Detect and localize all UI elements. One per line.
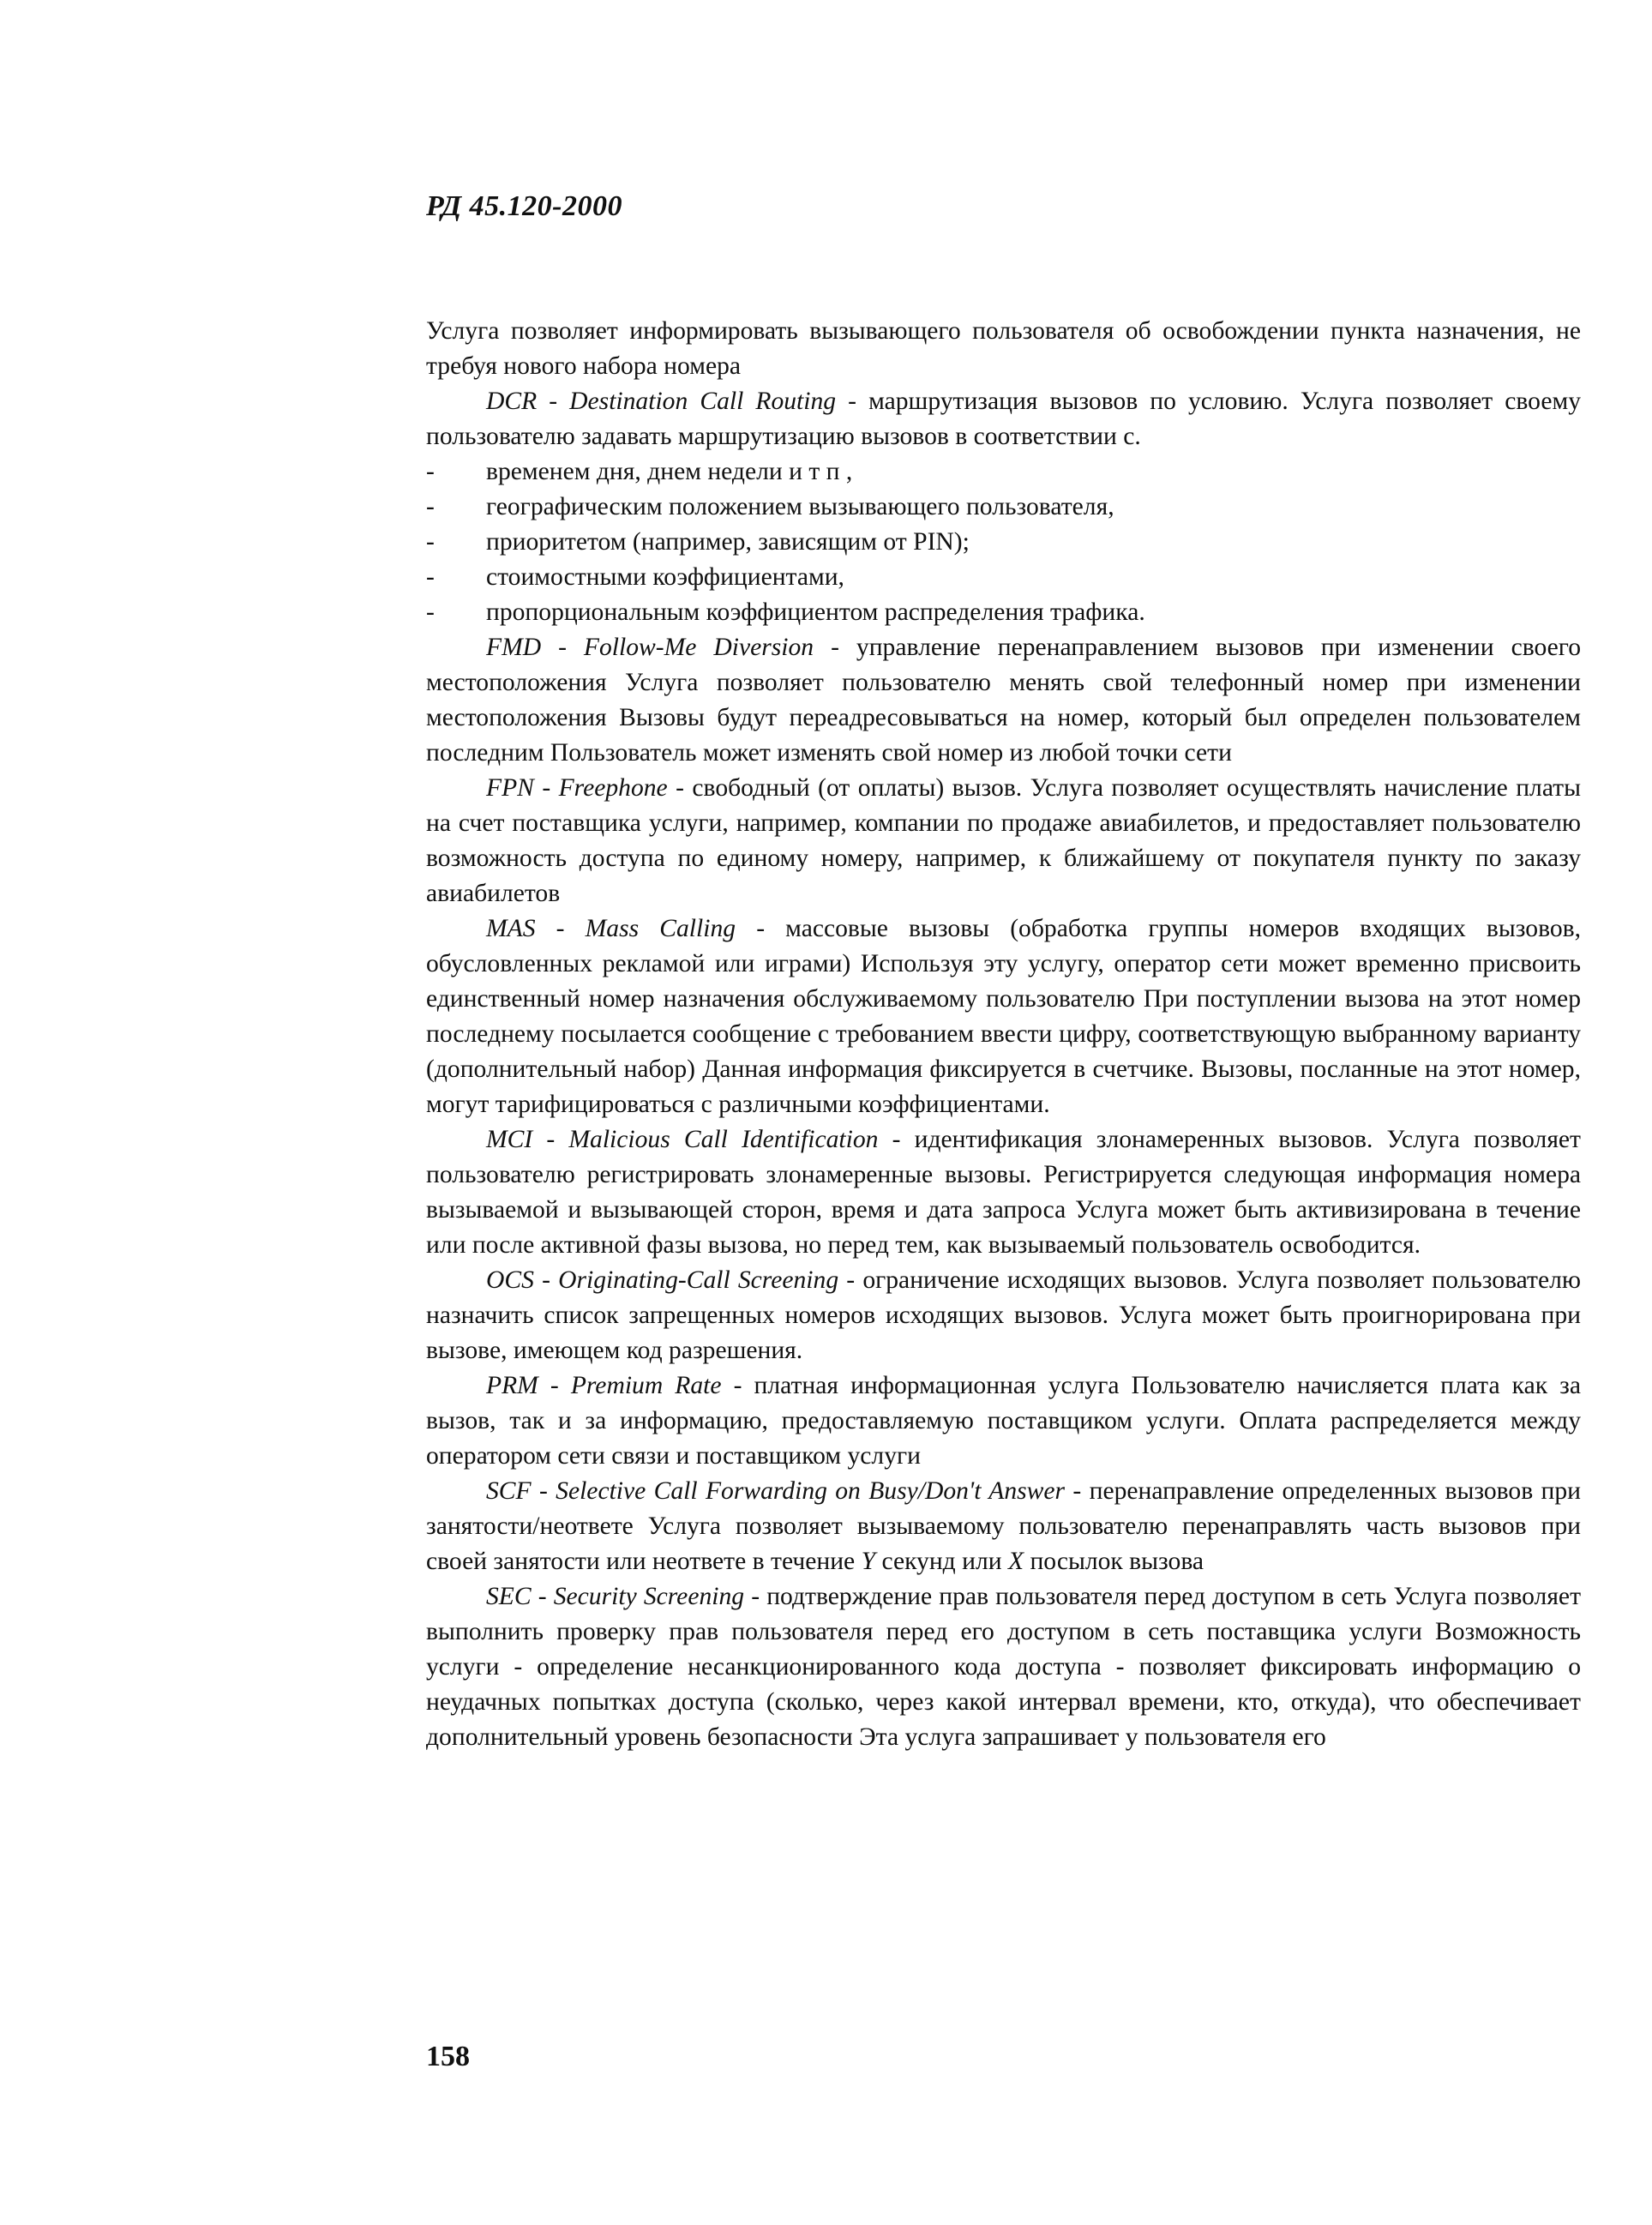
term-fpn: FPN - Freephone (486, 774, 668, 802)
document-body (426, 314, 1581, 1755)
list-item: - географическим положением вызывающего пользователя, (426, 490, 1581, 525)
list-item: - временем дня, днем недели и т п , (426, 454, 1581, 490)
paragraph-fmd (426, 630, 1581, 771)
paragraph-fpn (426, 771, 1581, 911)
paragraph-sec (426, 1579, 1581, 1755)
text-fpn: - свободный (от оплаты) вызов. Услуга позволяет осуществлять начисление платы на счет поставщика услуги, например, компании по продаже авиабилетов, и предоставляет пользователю возможность доступа по единому номеру, например, к ближайшему от покупателя пункту по заказу авиабилетов (426, 774, 1582, 907)
list-item: - пропорциональным коэффициентом распределения трафика. (426, 595, 1581, 630)
text-ocs: - ограничение исходящих вызовов. Услуга позволяет пользователю назначить список запрещенных номеров исходящих вызовов. Услуга может быть проигнорирована при вызове, имеющем код разрешения. (426, 1266, 1581, 1364)
term-ocs: OCS - Originating-Call Screening (486, 1266, 839, 1294)
text-sec: - подтверждение прав пользователя перед доступом в сеть Услуга позволяет выполнить проверку прав пользователя перед его доступом в сеть поставщика услуги Возможность услуги - определение несанкционированного кода доступа - позволяет фиксировать информацию о неудачных попытках доступа (сколько, через какой интервал времени, кто, откуда), что обеспечивает дополнительный уровень безопасности Эта услуга запрашивает у пользователя его (426, 1583, 1582, 1751)
term-dcr: DCR - Destination Call Routing - (486, 388, 857, 415)
paragraph-scf (426, 1474, 1581, 1579)
variable-x: X (1007, 1548, 1024, 1575)
document-header: РД 45.120-2000 (426, 190, 622, 222)
text-scf-a: - перенаправление определенных вызовов при занятости/неответе Услуга позволяет вызываемому пользователю перенаправлять часть вызовов при своей занятости или неответе в течение (426, 1477, 1581, 1575)
text-mci: - идентификация злонамеренных вызовов. Услуга позволяет пользователю регистрировать злонамеренные вызовы. Регистрируется следующая информация номера вызываемой и вызывающей сторон, время и дата запроса Услуга может быть активизирована в течение или после активной фазы вызова, но перед тем, как вызываемый пользователь освободится. (426, 1126, 1581, 1259)
term-fmd: FMD - Follow-Me Diversion (486, 634, 814, 661)
list-item: - стоимостными коэффициентами, (426, 560, 1581, 595)
term-prm: PRM - Premium Rate (486, 1372, 722, 1399)
text-fmd: - управление перенаправлением вызовов при изменении своего местоположения Услуга позволяет пользователю менять свой телефонный номер при изменении местоположения Вызовы будут переадресовываться на номер, который был определен пользователем последним Пользователь может изменять свой номер из любой точки сети (426, 634, 1581, 767)
paragraph-ocs (426, 1263, 1581, 1368)
term-sec: SEC - Security Screening (486, 1583, 745, 1610)
text-dcr: маршрутизация вызовов по условию. Услуга позволяет своему пользователю задавать маршрутизацию вызовов в соответствии с. (426, 388, 1581, 450)
paragraph-mas (426, 911, 1581, 1122)
term-scf: SCF - Selective Call Forwarding on Busy/Don't Answer (486, 1477, 1066, 1505)
variable-y: Y (861, 1548, 876, 1575)
list-item: - приоритетом (например, зависящим от PIN); (426, 525, 1581, 560)
term-mci: MCI - Malicious Call Identification (486, 1126, 879, 1153)
paragraph-intro: Услуга позволяет информировать вызывающего пользователя об освобождении пункта назначения, не требуя нового набора номера (426, 317, 1581, 380)
page-number: 158 (426, 2041, 470, 2072)
paragraph-prm (426, 1368, 1581, 1474)
term-mas: MAS - Mass Calling (486, 915, 736, 942)
text-scf-c: посылок вызова (1024, 1548, 1204, 1575)
dcr-criteria-list (426, 454, 1581, 630)
text-prm: - платная информационная услуга Пользователю начисляется плата как за вызов, так и за информацию, предоставляемую поставщиком услуги. Оплата распределяется между оператором сети связи и поставщиком услуги (426, 1372, 1581, 1470)
paragraph-mci (426, 1122, 1581, 1263)
text-mas: - массовые вызовы (обработка группы номеров входящих вызовов, обусловленных рекламой или играми) Используя эту услугу, оператор сети может временно присвоить единственный номер назначения обслуживаемому пользователю При поступлении вызова на этот номер последнему посылается сообщение с требованием ввести цифру, соответствующую выбранному варианту (дополнительный набор) Данная информация фиксируется в счетчике. Вызовы, посланные на этот номер, могут тарифицироваться с различными коэффициентами. (426, 915, 1582, 1118)
text-scf-b: секунд или (875, 1548, 1008, 1575)
paragraph-dcr (426, 384, 1581, 454)
